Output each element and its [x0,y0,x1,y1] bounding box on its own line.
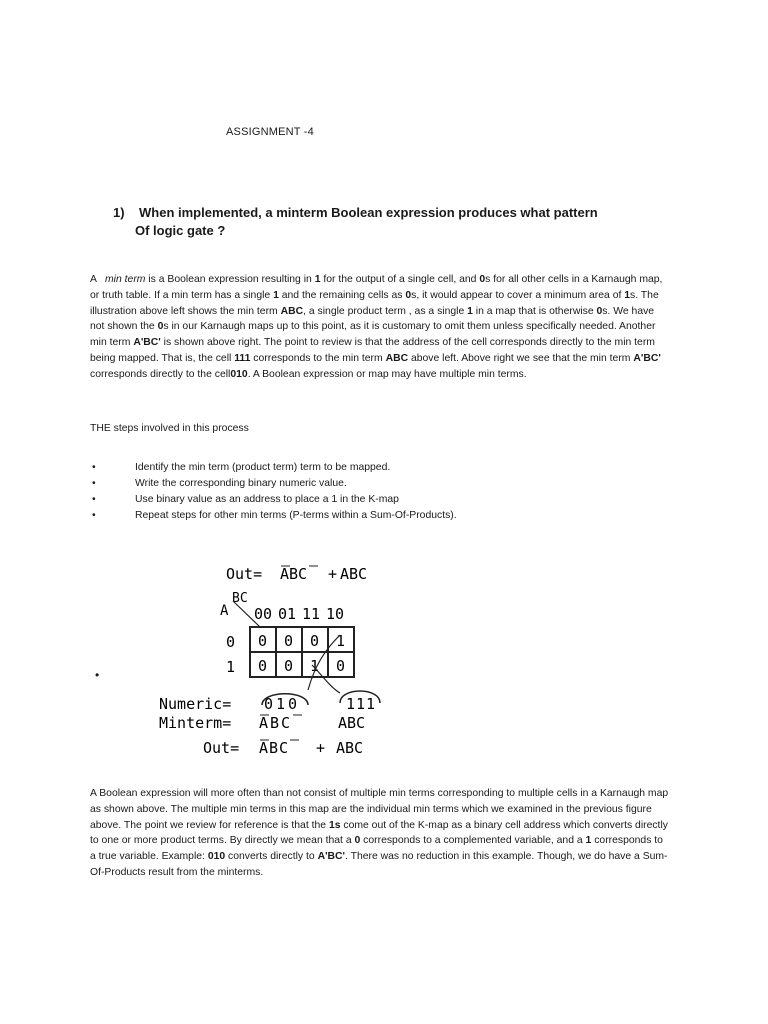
numeric-label: Numeric= [159,695,232,713]
kmap-cell: 0 [258,632,268,650]
stray-bullet-mark: • [95,668,100,682]
kmap-row-header: 0 [226,633,236,651]
kmap-cell: 0 [310,632,320,650]
out-term2: ABC [336,739,364,757]
list-item [90,476,457,492]
bullet-dot: • [92,478,96,489]
question-line-2: Of logic gate ? [135,223,226,238]
kmap-cell: 1 [310,657,320,675]
out-term1: ABC [259,739,290,757]
question-line-1: When implemented, a minterm Boolean expression produces what pattern [139,205,598,220]
step-text: Use binary value as an address to place a 1 in the K-map [135,494,399,505]
kmap-cell: 0 [258,657,268,675]
paragraph-multiple-minterms: A Boolean expression will more often than not consist of multiple min terms corresponding to multiple cells in a Karnaugh map as shown above. The multiple min terms in this map are the individual min terms which we examined in the previous figure above. The point we review for reference is that the 1s come out of the K-map as a binary cell address which converts directly to one or more product terms. By directly we mean that a 0 corresponds to a complemented variable, and a 1 corresponds to a true variable. Example: 010 converts directly to A'BC'. There was no reduction in this example. Though, we do have a Sum-Of-Products result from the minterms. [90,788,669,878]
kmap-cell: 0 [336,657,346,675]
kmap-eq-plus: + [328,565,338,583]
minterm-value: ABC [338,714,366,732]
karnaugh-map-svg [150,555,400,765]
list-item [90,508,457,524]
bullet-dot: • [92,494,96,505]
step-text: Identify the min term (product term) term to be mapped. [135,462,391,473]
kmap-col-header: 10 [326,605,345,623]
question-number: 1) [113,205,125,220]
kmap-eq-term1: ABC [280,565,308,583]
kmap-cell: 1 [336,632,346,650]
kmap-cell: 0 [284,632,294,650]
step-text: Repeat steps for other min terms (P-terms within a Sum-Of-Products). [135,510,457,521]
minterm-label: Minterm= [159,714,232,732]
out-plus: + [316,739,326,757]
kmap-cell: 0 [284,657,294,675]
steps-intro: THE steps involved in this process [90,423,249,434]
kmap-var-a: A [220,603,229,619]
bullet-dot: • [92,462,96,473]
kmap-row-header: 1 [226,658,236,676]
kmap-col-header: 00 [254,605,273,623]
numeric-value: 111 [346,695,377,713]
kmap-col-header: 01 [278,605,297,623]
karnaugh-map-figure [150,555,400,765]
kmap-col-header: 11 [302,605,321,623]
paragraph-minterm-definition: A min term is a Boolean expression resulting in 1 for the output of a single cell, and 0s for all other cells in a Karnaugh map, or truth table. If a min term has a single 1 and the remaining cells as 0s, it would appear to cover a minimum area of 1s. The illustration above left shows the min term ABC, a single product term , as a single 1 in a map that is otherwise 0s. We have not shown the 0s in our Karnaugh maps up to this point, as it is customary to omit them unless specifically needed. Another min term A'BC' is shown above right. The point to review is that the address of the cell corresponds directly to the min term being mapped. That is, the cell 111 corresponds to the min term ABC above left. Above right we see that the min term A'BC' corresponds directly to the cell010. A Boolean expression or map may have multiple min terms. [90,274,663,380]
list-item [90,460,457,476]
list-item [90,492,457,508]
kmap-eq-prefix: Out= [226,565,263,583]
kmap-eq-term2: ABC [340,565,368,583]
minterm-value: ABC [259,714,293,732]
bullet-dot: • [92,510,96,521]
steps-list [90,460,457,524]
assignment-title: ASSIGNMENT -4 [226,126,314,138]
out-label: Out= [203,739,240,757]
step-text: Write the corresponding binary numeric value. [135,478,347,489]
numeric-value: 010 [264,695,301,713]
kmap-var-bc: BC [232,591,248,606]
